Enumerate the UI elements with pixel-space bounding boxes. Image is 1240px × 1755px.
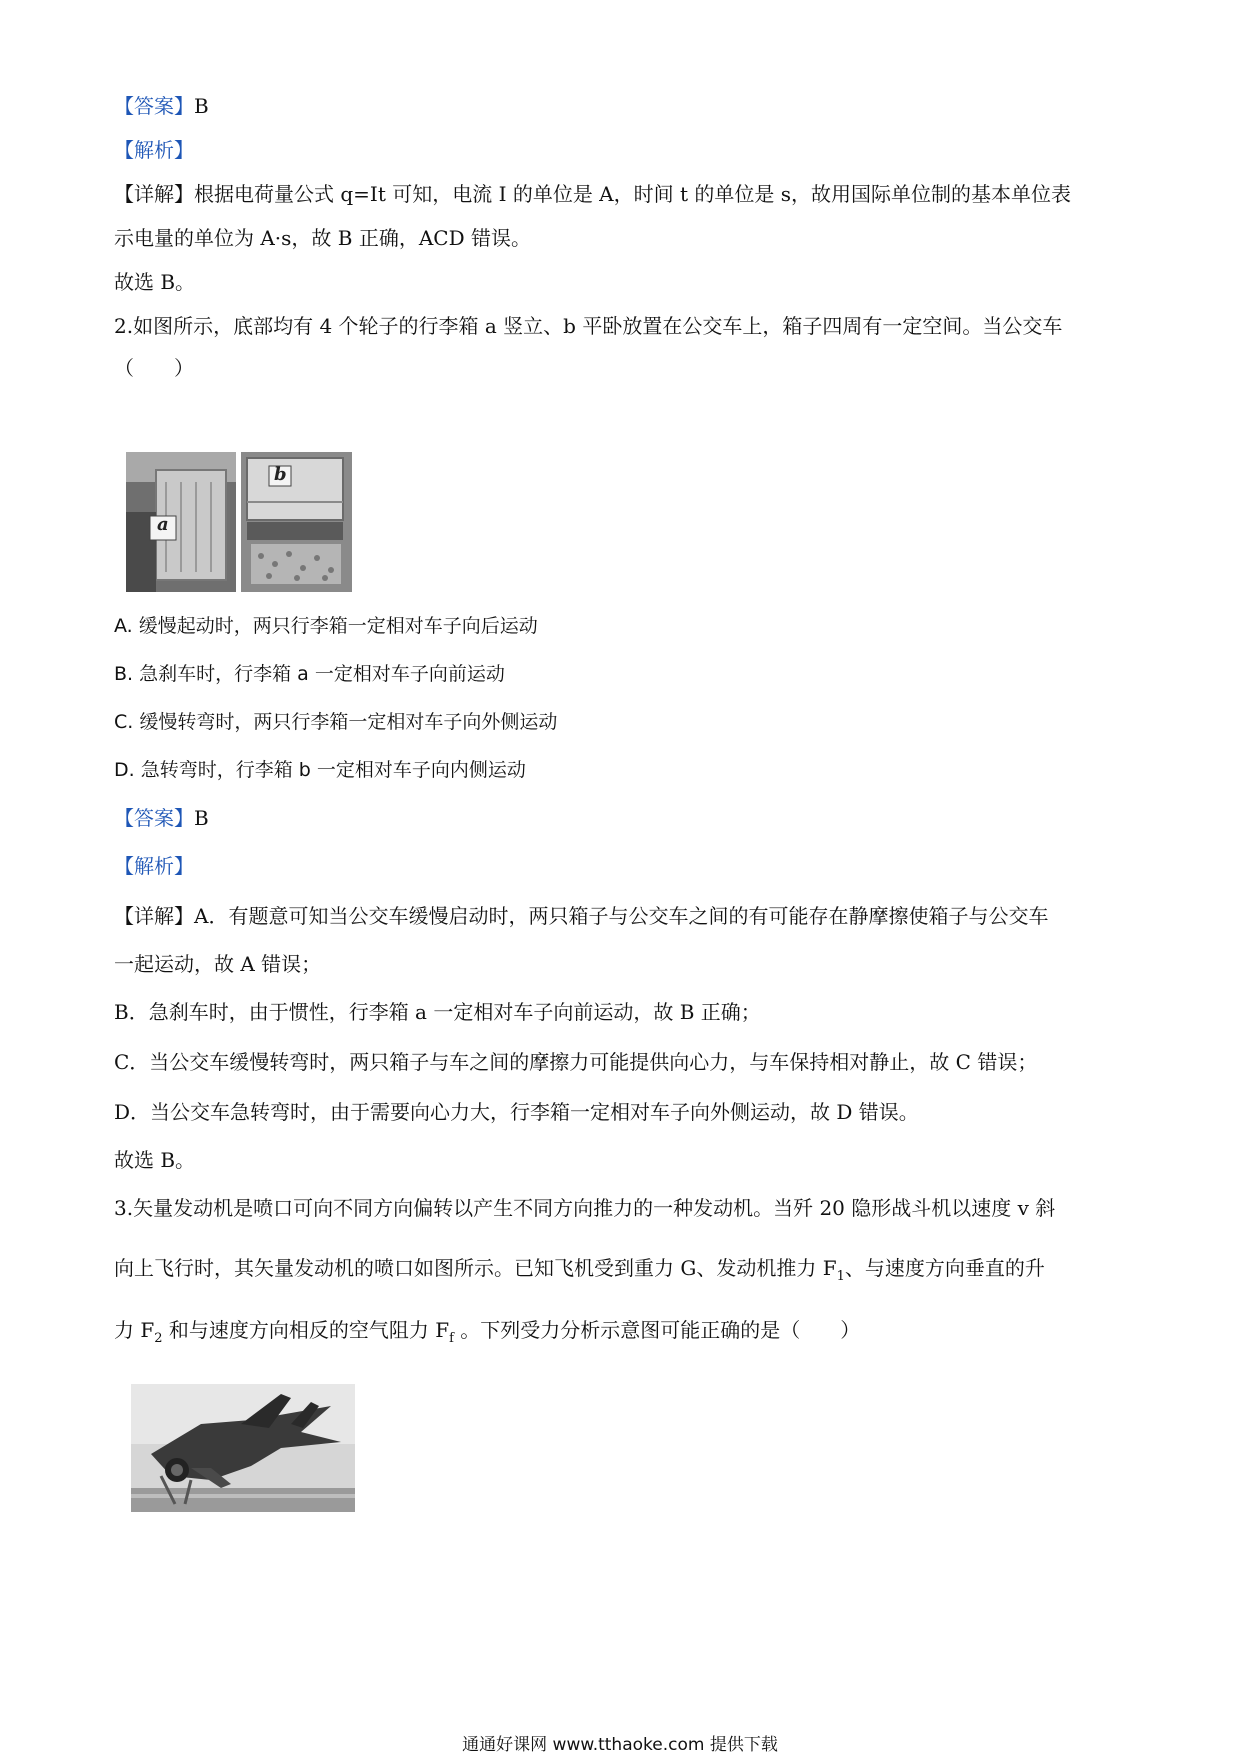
answer-tag: 【答案】 [114,94,194,118]
q1-answer [114,92,1134,120]
label-b: b [274,464,287,485]
q2-option-c: C. 缓慢转弯时，两只行李箱一定相对车子向外侧运动 [114,711,558,733]
answer-tag: 【答案】 [114,806,194,830]
subscript-2: 2 [154,1331,163,1346]
answer-value: B [194,806,209,830]
luggage-photo-a [126,452,236,592]
q3-stem-line3-c: 。下列受力分析示意图可能正确的是（ ） [453,1318,861,1342]
subscript-1: 1 [836,1269,845,1284]
q2-answer [114,804,1134,832]
q1-detail-line1: 【详解】根据电荷量公式 q=It 可知，电流 I 的单位是 A，时间 t 的单位是 s，故用国际单位制的基本单位表 [114,182,1072,206]
footer-source: 通通好课网 www.tthaoke.com 提供下载 [462,1735,778,1755]
q2-stem-line1: 2.如图所示，底部均有 4 个轮子的行李箱 a 竖立、b 平卧放置在公交车上，箱子四周有一定空间。当公交车 [114,314,1063,338]
q2-option-d: D. 急转弯时，行李箱 b 一定相对车子向内侧运动 [114,759,526,781]
fighter-jet-photo [131,1384,355,1512]
q3-stem-line2-a: 向上飞行时，其矢量发动机的喷口如图所示。已知飞机受到重力 G、发动机推力 F [114,1256,837,1280]
label-a: a [157,514,169,535]
q3-stem-line1: 3.矢量发动机是喷口可向不同方向偏转以产生不同方向推力的一种发动机。当歼 20 隐形战斗机以速度 v 斜 [114,1196,1056,1220]
subscript-f: f [449,1331,454,1346]
q2-analysis-tag: 【解析】 [114,854,194,878]
q2-option-b: B. 急刹车时，行李箱 a 一定相对车子向前运动 [114,663,505,685]
q3-stem-line2 [114,1254,1134,1282]
q3-stem-line3 [114,1316,1134,1344]
q2-stem-line2: （ ） [114,356,194,380]
q3-stem-line3-b: 和与速度方向相反的空气阻力 F [162,1318,450,1342]
q2-detail-line2: 一起运动，故 A 错误； [114,952,322,976]
q1-conclusion: 故选 B。 [114,270,196,294]
answer-value: B [194,94,209,118]
q2-detail-d: D．当公交车急转弯时，由于需要向心力大，行李箱一定相对车子向外侧运动，故 D 错误。 [114,1100,919,1124]
luggage-photo-b [241,452,352,592]
q1-detail-line2: 示电量的单位为 A·s，故 B 正确，ACD 错误。 [114,226,531,250]
q3-stem-line2-b: 、与速度方向垂直的升 [844,1256,1045,1280]
q3-stem-line3-a: 力 F [114,1318,155,1342]
q1-analysis-tag: 【解析】 [114,138,194,162]
q2-detail-line1: 【详解】A．有题意可知当公交车缓慢启动时，两只箱子与公交车之间的有可能存在静摩擦使箱子与公交车 [114,904,1049,928]
q2-detail-c: C．当公交车缓慢转弯时，两只箱子与车之间的摩擦力可能提供向心力，与车保持相对静止，故 C 错误； [114,1050,1038,1074]
q2-detail-b: B．急刹车时，由于惯性，行李箱 a 一定相对车子向前运动，故 B 正确； [114,1000,761,1024]
q2-option-a: A. 缓慢起动时，两只行李箱一定相对车子向后运动 [114,615,538,637]
q2-conclusion: 故选 B。 [114,1148,196,1172]
